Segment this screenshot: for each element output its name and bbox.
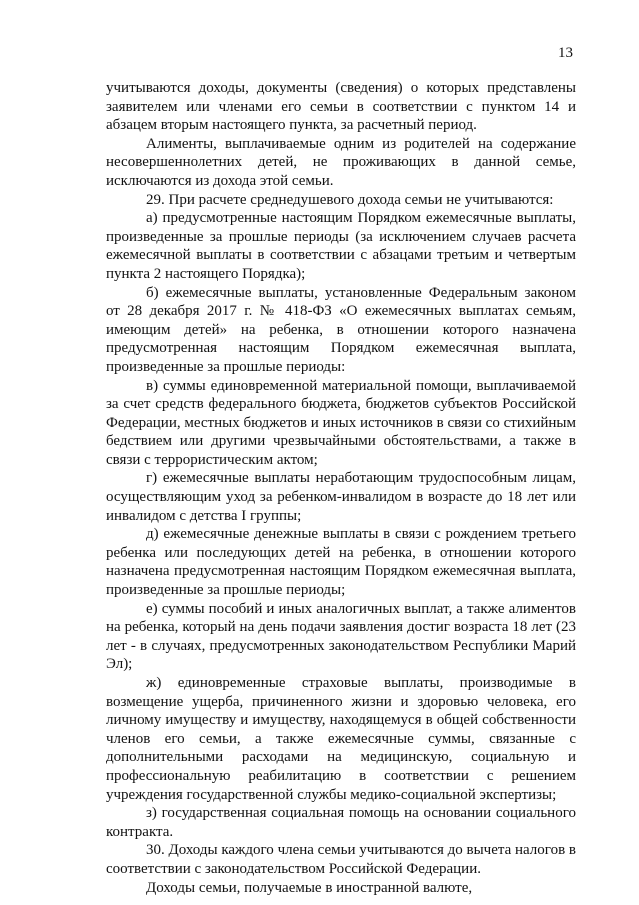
paragraph-income-continuation: учитываются доходы, документы (сведения) о которых представлены заявителем или членами его семьи в соответствии с пунктом 14 и абзацем вторым настоящего пункта, за расчетный период. — [106, 80, 576, 134]
paragraph-foreign-currency: Доходы семьи, получаемые в иностранной валюте, — [146, 879, 473, 896]
paragraph-29-a: а) предусмотренные настоящим Порядком ежемесячные выплаты, произведенные за прошлые периоды (за исключением случаев расчета ежемесячной выплаты в соответствии с абзацами третьим и четвертым пункта 2 настоящего Порядка); — [106, 210, 576, 282]
paragraph-29-heading: 29. При расчете среднедушевого дохода семьи не учитываются: — [146, 191, 554, 208]
paragraph-alimony: Алименты, выплачиваемые одним из родителей на содержание несовершеннолетних детей, не проживающих в данной семье, исключаются из дохода этой семьи. — [106, 135, 576, 189]
paragraph-29-zh: ж) единовременные страховые выплаты, производимые в возмещение ущерба, причиненного жизни и здоровью человека, его личному имуществу и имуществу, находящемуся в общей собственности членов его семьи, а также ежемесячные суммы, связанные с дополнительными расходами на медицинскую, социальную и профессиональную реабилитацию в соответствии с решением учреждения государственной службы медико-социальной экспертизы; — [106, 675, 576, 803]
paragraph-30: 30. Доходы каждого члена семьи учитываются до вычета налогов в соответствии с законодательством Российской Федерации. — [106, 842, 576, 877]
document-body — [106, 79, 576, 897]
page-number: 13 — [558, 45, 573, 61]
paragraph-29-g: г) ежемесячные выплаты неработающим трудоспособным лицам, осуществляющим уход за ребенком-инвалидом в возрасте до 18 лет или инвалидом с детства I группы; — [106, 470, 576, 524]
paragraph-29-v: в) суммы единовременной материальной помощи, выплачиваемой за счет средств федерального бюджета, бюджетов субъектов Российской Федерации, местных бюджетов и иных источников в связи со стихийным бедствием или другими чрезвычайными обстоятельствами, а также в связи с террористическим актом; — [106, 377, 576, 468]
paragraph-29-b: б) ежемесячные выплаты, установленные Федеральным законом от 28 декабря 2017 г. № 418-ФЗ «О ежемесячных выплатах семьям, имеющим детей» на ребенка, в отношении которого назначена предусмотренная настоящим Порядком ежемесячная выплата, произведенные за прошлые периоды: — [106, 284, 576, 375]
paragraph-29-z: з) государственная социальная помощь на основании социального контракта. — [106, 805, 576, 840]
paragraph-29-d: д) ежемесячные денежные выплаты в связи с рождением третьего ребенка или последующих детей на ребенка, в отношении которого назначена предусмотренная настоящим Порядком ежемесячная выплата, произведенные за прошлые периоды; — [106, 526, 576, 599]
paragraph-29-e: е) суммы пособий и иных аналогичных выплат, а также алиментов на ребенка, который на день подачи заявления достиг возраста 18 лет (23 лет - в случаях, предусмотренных законодательством Республики Марий Эл); — [106, 600, 576, 673]
